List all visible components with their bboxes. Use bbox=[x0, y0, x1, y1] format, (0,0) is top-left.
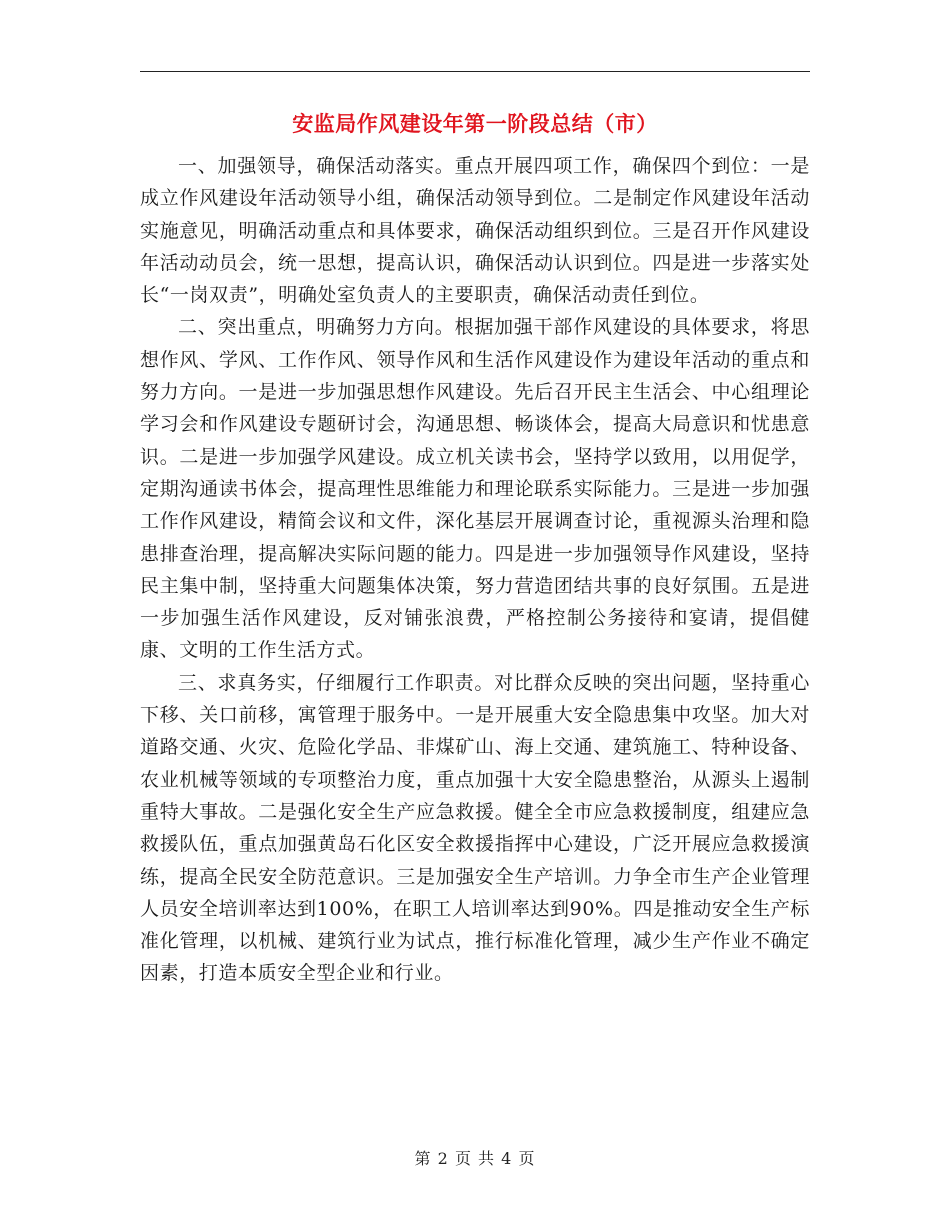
footer-total-pages: 4 bbox=[501, 1149, 513, 1168]
footer-current-page: 2 bbox=[437, 1149, 449, 1168]
footer-label-page: 页 bbox=[454, 1149, 472, 1168]
header-rule bbox=[140, 71, 810, 72]
paragraph-3: 三、求真务实，仔细履行工作职责。对比群众反映的突出问题，坚持重心下移、关口前移，寓管理于服务中。一是开展重大安全隐患集中攻坚。加大对道路交通、火灾、危险化学品、非煤矿山、海上交通、建筑施工、特种设备、农业机械等领域的专项整治力度，重点加强十大安全隐患整治，从源头上遏制重特大事故。二是强化安全生产应急救援。健全全市应急救援制度，组建应急救援队伍，重点加强黄岛石化区安全救援指挥中心建设，广泛开展应急救援演练，提高全民安全防范意识。三是加强安全生产培训。力争全市生产企业管理人员安全培训率达到100%，在职工人培训率达到90%。四是推动安全生产标准化管理，以机械、建筑行业为试点，推行标准化管理，减少生产作业不确定因素，打造本质安全型企业和行业。 bbox=[140, 671, 810, 985]
page-footer bbox=[140, 1147, 810, 1171]
footer-label-total: 共 bbox=[478, 1149, 496, 1168]
document-title: 安监局作风建设年第一阶段总结（市） bbox=[292, 111, 658, 136]
footer-label-before: 第 bbox=[414, 1149, 432, 1168]
document-body bbox=[140, 150, 810, 990]
paragraph-2: 二、突出重点，明确努力方向。根据加强干部作风建设的具体要求，将思想作风、学风、工作作风、领导作风和生活作风建设作为建设年活动的重点和努力方向。一是进一步加强思想作风建设。先后召开民主生活会、中心组理论学习会和作风建设专题研讨会，沟通思想、畅谈体会，提高大局意识和忧患意识。二是进一步加强学风建设。成立机关读书会，坚持学以致用，以用促学，定期沟通读书体会，提高理性思维能力和理论联系实际能力。三是进一步加强工作作风建设，精简会议和文件，深化基层开展调查讨论，重视源头治理和隐患排查治理，提高解决实际问题的能力。四是进一步加强领导作风建设，坚持民主集中制，坚持重大问题集体决策，努力营造团结共事的良好氛围。五是进一步加强生活作风建设，反对铺张浪费，严格控制公务接待和宴请，提倡健康、文明的工作生活方式。 bbox=[140, 316, 810, 662]
paragraph-1: 一、加强领导，确保活动落实。重点开展四项工作，确保四个到位：一是成立作风建设年活动领导小组，确保活动领导到位。二是制定作风建设年活动实施意见，明确活动重点和具体要求，确保活动组织到位。三是召开作风建设年活动动员会，统一思想，提高认识，确保活动认识到位。四是进一步落实处长“一岗双责”，明确处室负责人的主要职责，确保活动责任到位。 bbox=[140, 155, 810, 307]
footer-label-after: 页 bbox=[518, 1149, 536, 1168]
